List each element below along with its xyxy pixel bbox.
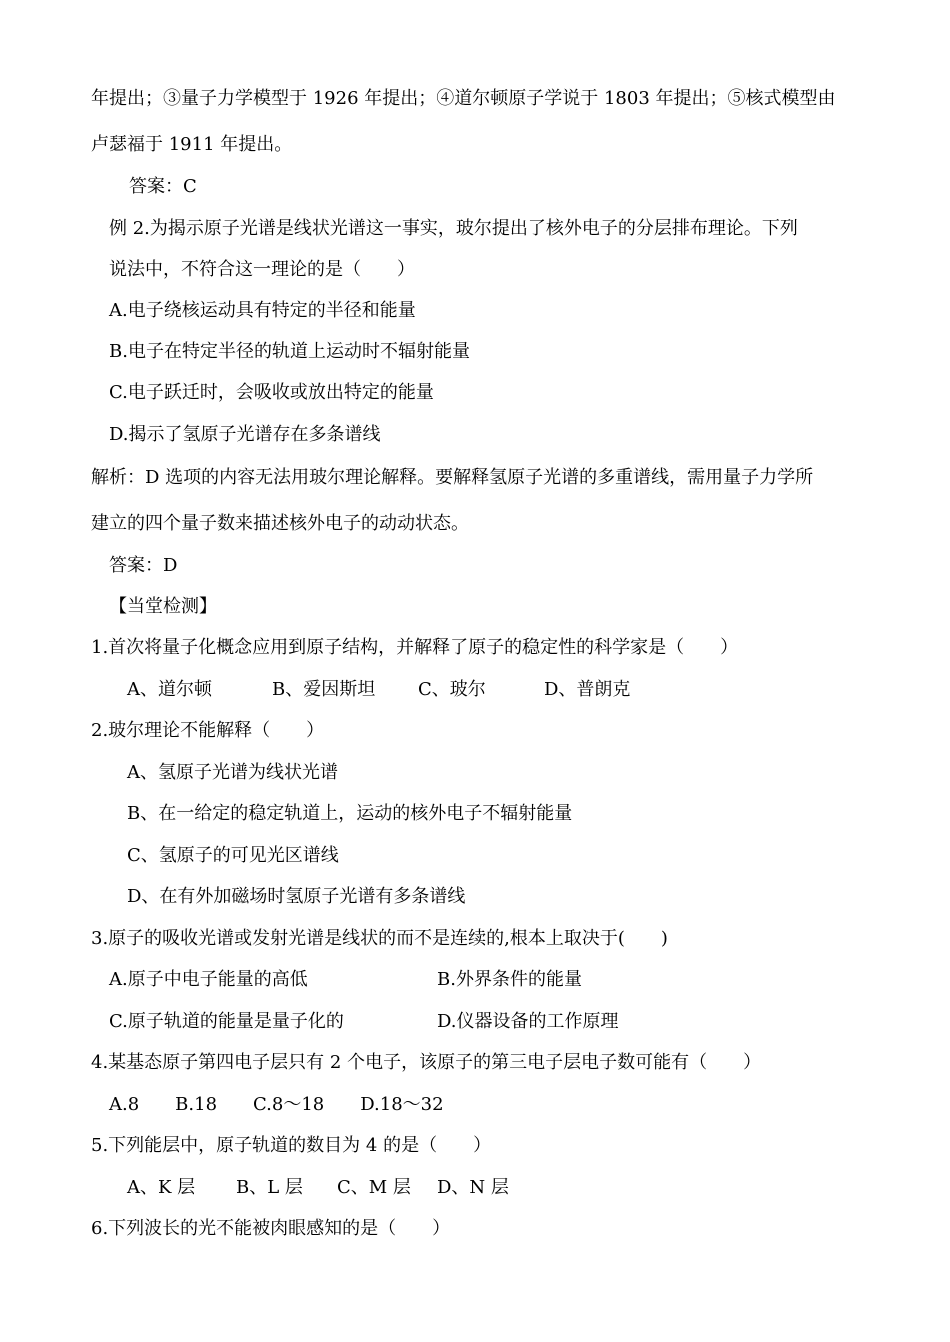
analysis-line: 解析：D 选项的内容无法用玻尔理论解释。要解释氢原子光谱的多重谱线，需用量子力学所	[91, 467, 814, 488]
option-line: B.电子在特定半径的轨道上运动时不辐射能量	[109, 341, 470, 362]
q3-option-d: D.仪器设备的工作原理	[437, 1011, 619, 1032]
q2-option-d: D、在有外加磁场时氢原子光谱有多条谱线	[127, 886, 466, 907]
q4-options: A.8 B.18 C.8～18 D.18～32	[109, 1094, 444, 1115]
q2-option-b: B、在一给定的稳定轨道上，运动的核外电子不辐射能量	[127, 803, 573, 824]
question-5: 5.下列能层中，原子轨道的数目为 4 的是（ ）	[91, 1135, 492, 1156]
q1-option-c: C、玻尔	[418, 679, 486, 700]
text-line: 年提出；③量子力学模型于 1926 年提出；④道尔顿原子学说于 1803 年提出；⑤核式模型由	[91, 88, 836, 109]
question-1: 1.首次将量子化概念应用到原子结构，并解释了原子的稳定性的科学家是（ ）	[91, 637, 739, 658]
q3-option-c: C.原子轨道的能量是量子化的	[109, 1011, 344, 1032]
q1-option-d: D、普朗克	[544, 679, 631, 700]
example-question: 例 2.为揭示原子光谱是线状光谱这一事实，玻尔提出了核外电子的分层排布理论。下列	[109, 218, 798, 239]
q3-option-b: B.外界条件的能量	[437, 969, 582, 990]
text-line: 卢瑟福于 1911 年提出。	[91, 134, 293, 155]
option-line: D.揭示了氢原子光谱存在多条谱线	[109, 424, 381, 445]
text-line: 说法中，不符合这一理论的是（ ）	[109, 259, 415, 280]
question-3: 3.原子的吸收光谱或发射光谱是线状的而不是连续的,根本上取决于( )	[91, 928, 668, 949]
q5-option-d: D、N 层	[437, 1177, 509, 1198]
q2-option-a: A、氢原子光谱为线状光谱	[127, 762, 338, 783]
answer-line: 答案：C	[129, 176, 197, 197]
analysis-line: 建立的四个量子数来描述核外电子的动动状态。	[91, 513, 469, 534]
question-4: 4.某基态原子第四电子层只有 2 个电子，该原子的第三电子层电子数可能有（ ）	[91, 1052, 762, 1073]
question-6: 6.下列波长的光不能被肉眼感知的是（ ）	[91, 1218, 451, 1239]
q3-option-a: A.原子中电子能量的高低	[109, 969, 308, 990]
answer-line: 答案：D	[109, 555, 178, 576]
q5-option-c: C、M 层	[337, 1177, 411, 1198]
question-2: 2.玻尔理论不能解释（ ）	[91, 720, 325, 741]
section-heading: 【当堂检测】	[109, 596, 217, 617]
q1-option-a: A、道尔顿	[127, 679, 212, 700]
q5-option-b: B、L 层	[236, 1177, 303, 1198]
option-line: A.电子绕核运动具有特定的半径和能量	[109, 300, 416, 321]
q2-option-c: C、氢原子的可见光区谱线	[127, 845, 339, 866]
q5-option-a: A、K 层	[127, 1177, 196, 1198]
option-line: C.电子跃迁时，会吸收或放出特定的能量	[109, 382, 434, 403]
q1-option-b: B、爱因斯坦	[272, 679, 376, 700]
